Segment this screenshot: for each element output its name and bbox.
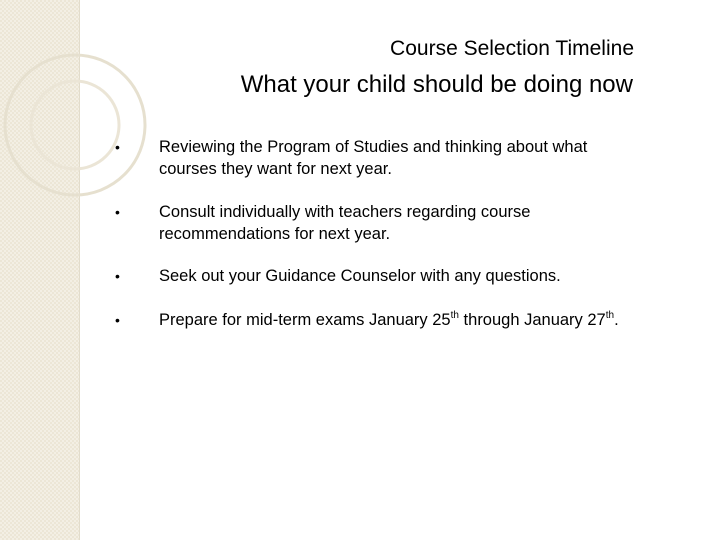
bullet-text: Seek out your Guidance Counselor with any questions. — [159, 267, 561, 285]
superscript: th — [450, 310, 459, 321]
bullet-icon: • — [115, 268, 120, 284]
bullet-icon: • — [115, 139, 120, 155]
slide-title: What your child should be doing now — [240, 71, 633, 98]
bullet-text: Consult individually with teachers regarding course recommendations for next year. — [159, 203, 531, 243]
bullet-text-part: through January 27 — [458, 311, 606, 329]
bullet-text: Reviewing the Program of Studies and thinking about what courses they want for next year. — [159, 138, 588, 178]
bullet-text-part: Prepare for mid-term exams January 25 — [159, 311, 451, 329]
superscript: th — [605, 310, 615, 321]
bullet-text-part: . — [614, 311, 619, 329]
bullet-text — [159, 309, 649, 331]
bullet-icon: • — [115, 312, 120, 328]
bullet-icon: • — [115, 204, 120, 220]
slide-subtitle: Course Selection Timeline — [390, 37, 634, 60]
side-panel — [0, 0, 80, 540]
